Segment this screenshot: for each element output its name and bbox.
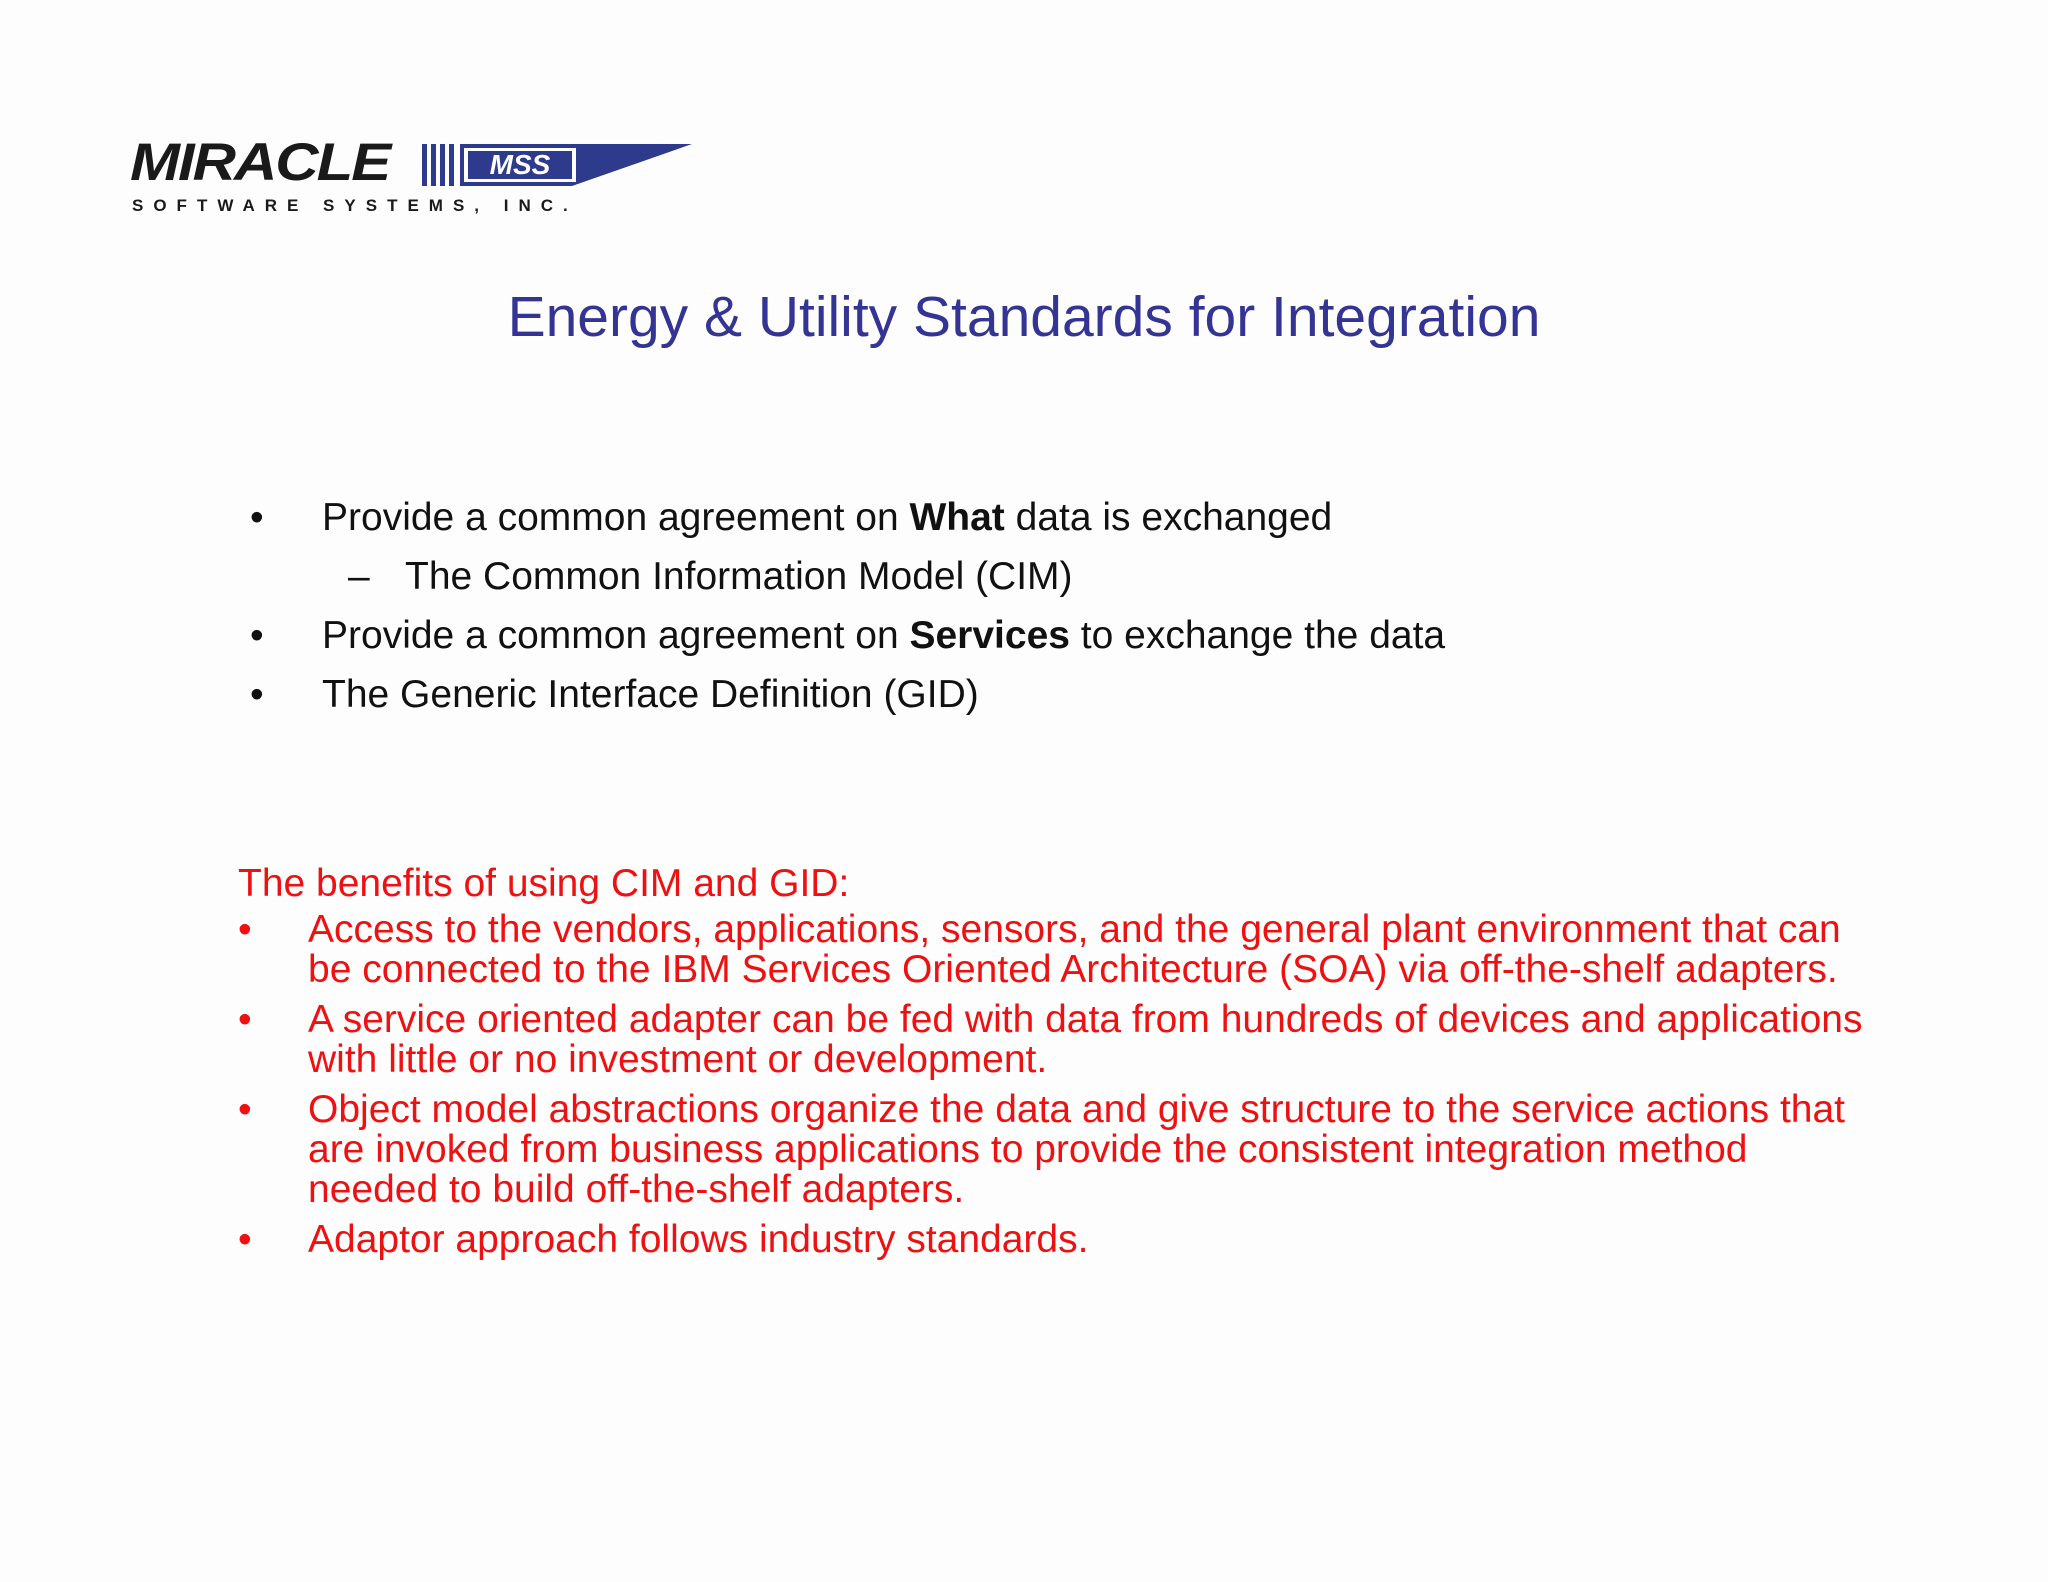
list-item: [250, 488, 1650, 547]
benefit-text: Access to the vendors, applications, sensors, and the general plant environment that can be connected to the IBM Services Oriented Architecture (SOA) via off-the-shelf adapters.: [308, 908, 1841, 991]
slide-title: Energy & Utility Standards for Integration: [507, 285, 1541, 349]
bullet: •: [250, 496, 264, 539]
benefit-text: A service oriented adapter can be fed with data from hundreds of devices and applications with little or no investment or development.: [308, 998, 1863, 1081]
list-item: [250, 606, 1650, 665]
bullet: •: [238, 1218, 252, 1261]
benefits-heading: The benefits of using CIM and GID:: [238, 862, 850, 905]
benefit-text: Adaptor approach follows industry standards.: [308, 1218, 1089, 1261]
agreements-list: [250, 488, 1650, 724]
logo-badge: [422, 142, 692, 188]
dash: –: [348, 555, 370, 598]
item-text: Provide a common agreement on: [322, 614, 910, 657]
item-text: to exchange the data: [1069, 614, 1446, 657]
benefit-item: [238, 910, 1878, 990]
logo-badge-text: MSS: [489, 149, 551, 180]
list-item: [250, 665, 1650, 724]
bullet: •: [238, 998, 252, 1041]
item-emphasis: Services: [909, 614, 1070, 657]
bullet: •: [238, 908, 252, 951]
logo-wordmark: MIRACLE: [130, 132, 390, 192]
benefit-item: [238, 1220, 1878, 1260]
item-emphasis: What: [909, 496, 1005, 539]
item-text: Provide a common agreement on: [322, 496, 910, 539]
benefit-text: Object model abstractions organize the data and give structure to the service actions that are invoked from business applications to provide the consistent integration method needed to build off-the-shelf adapters.: [308, 1088, 1846, 1211]
bullet: •: [238, 1088, 252, 1131]
benefit-item: [238, 1090, 1878, 1210]
item-text: The Generic Interface Definition (GID): [322, 673, 979, 716]
subitem-text: The Common Information Model (CIM): [405, 555, 1073, 598]
company-logo: [130, 132, 670, 224]
benefits-section: [238, 858, 1878, 1270]
benefit-item: [238, 1000, 1878, 1080]
bullet: •: [250, 614, 264, 657]
bullet: •: [250, 673, 264, 716]
list-subitem: [250, 547, 1650, 606]
item-text: data is exchanged: [1004, 496, 1333, 539]
logo-subtitle: SOFTWARE SYSTEMS, INC.: [132, 196, 578, 215]
